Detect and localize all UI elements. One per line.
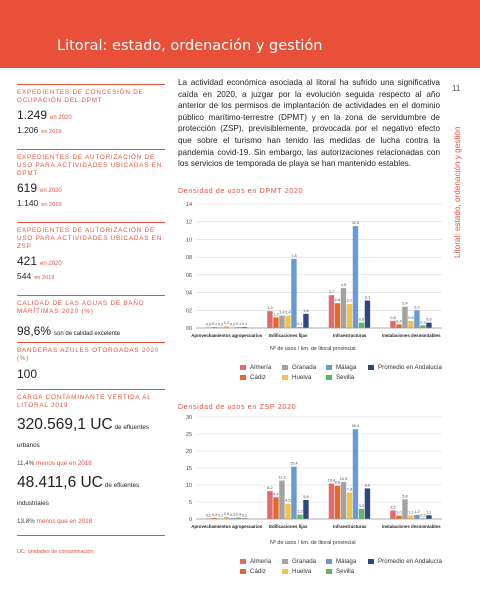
legend-label: Huelva: [292, 374, 312, 381]
bar: [402, 499, 407, 519]
legend-item: [326, 558, 356, 565]
page-header: [0, 0, 480, 68]
chart-zsp: [176, 411, 446, 539]
bar: [291, 467, 296, 519]
bar: [341, 482, 346, 519]
bar-data-label: 2,5: [390, 505, 396, 510]
bar-data-label: 8,2: [267, 486, 273, 491]
bar: [291, 259, 296, 328]
legend-item: [368, 364, 442, 371]
bar-data-label: 0,2: [241, 513, 248, 518]
legend-swatch: [240, 365, 246, 370]
y-tick-label: 10: [186, 483, 192, 489]
y-tick-label: 5: [189, 500, 192, 506]
bar: [341, 288, 346, 328]
legend-label: Promedio en Andalucía: [378, 364, 442, 371]
bar-data-label: 7,8: [291, 253, 297, 258]
page-title: Litoral: estado, ordenación y gestión: [57, 38, 323, 54]
bar-data-label: 7,8: [346, 487, 353, 492]
bar: [279, 481, 284, 519]
y-tick-label: 08: [186, 255, 192, 262]
bar-data-label: 1,6: [303, 308, 309, 313]
carga-note-box: [17, 535, 165, 558]
bar: [347, 492, 352, 519]
bar-data-label: 3,7: [328, 290, 335, 295]
bar: [353, 429, 358, 519]
bar-data-label: 0,0: [217, 322, 224, 327]
bar-data-label: 0,1: [217, 513, 224, 518]
x-category-label: Instalaciones desmontables: [381, 524, 441, 529]
y-tick-label: 10: [186, 237, 192, 244]
bar: [303, 314, 308, 328]
bar-data-label: 1,4: [279, 310, 285, 315]
bar: [426, 323, 431, 328]
legend-item: [240, 374, 266, 381]
legend-item: [240, 568, 266, 575]
bar-data-label: 15,4: [290, 461, 298, 466]
bar-data-label: 0,6: [358, 317, 365, 322]
bar: [273, 317, 278, 328]
bar-data-label: 1,9: [267, 306, 273, 311]
carga-industriales-change: 13,8% menos que en 2018: [17, 518, 93, 525]
legend-swatch: [240, 375, 246, 380]
bar: [402, 307, 407, 328]
legend-label: Huelva: [292, 568, 312, 575]
legend-label: Almería: [250, 364, 272, 371]
bar: [329, 295, 334, 328]
bar: [297, 515, 302, 519]
bar-data-label: 0,8: [390, 315, 396, 320]
legend-swatch: [282, 375, 288, 380]
bar-data-label: 9,8: [334, 480, 341, 485]
bar-data-label: 0,1: [297, 322, 303, 327]
carga-urbanos-change: 11,4% menos que en 2018: [17, 460, 92, 467]
legend-swatch: [282, 365, 288, 370]
indicator-title: EXPEDIENTES DE AUTORIZACIÓN DE USO PARA ACTIVIDADES UBICADAS EN ZSP: [17, 222, 165, 251]
y-tick-label: 25: [186, 432, 192, 438]
bar: [335, 303, 340, 328]
bar-data-label: 11,5: [351, 221, 360, 226]
bar: [408, 321, 413, 328]
bar: [390, 511, 395, 520]
y-tick-label: 04: [186, 290, 192, 297]
bar: [267, 491, 272, 519]
chart-title-dpmt: Densidad de usos en DPMT 2020: [178, 186, 304, 195]
bar-data-label: 0,8: [408, 315, 414, 320]
bar-data-label: 0,3: [229, 512, 236, 517]
carga-note: UC: unidades de contaminación.: [17, 549, 95, 555]
bar-data-label: 0,2: [420, 513, 426, 518]
legend-zsp: [240, 558, 440, 582]
bar: [285, 504, 290, 519]
y-tick-label: 06: [186, 272, 192, 279]
bar: [396, 516, 401, 519]
legend-swatch: [368, 365, 374, 370]
bar: [396, 324, 401, 328]
bar: [420, 325, 425, 328]
indicator-title: CALIDAD DE LAS AGUAS DE BAÑO MARÍTIMAS 2020 (%): [17, 295, 165, 316]
bar-data-label: 4,5: [340, 283, 347, 288]
y-tick-label: 20: [186, 449, 192, 455]
bar-data-label: 26,4: [351, 424, 360, 429]
x-category-label: Aprovechamientos agropecuarios: [191, 333, 263, 338]
y-tick-label: 14: [186, 202, 192, 208]
x-category-label: Edificaciones fijas: [269, 333, 308, 338]
bar: [414, 515, 419, 519]
indicator-autorizacion-zsp: [17, 222, 165, 281]
indicator-value: 98,6% son de calidad excelente: [17, 324, 121, 338]
bar-data-label: 1,2: [273, 312, 279, 317]
indicator-value-2020: 1.249 en 2020: [17, 108, 72, 122]
legend-label: Promedio en Andalucía: [378, 558, 442, 565]
chart-zsp-xlabel: Nº de usos / km. de litoral provincial: [270, 540, 356, 546]
y-tick-label: 02: [186, 308, 192, 315]
legend-item: [282, 568, 311, 575]
indicator-value-2019: 544 en 2019: [17, 271, 55, 281]
bar: [335, 486, 340, 519]
bar: [426, 515, 431, 519]
bar: [359, 323, 364, 328]
bar-data-label: 5,6: [303, 494, 309, 499]
chart-dpmt-xlabel: Nº de usos / km. de litoral provincial: [270, 346, 356, 352]
y-tick-label: 12: [186, 219, 192, 226]
bar-data-label: 0,2: [205, 513, 212, 518]
bar-data-label: 0,1: [241, 322, 248, 327]
indicator-autorizacion-dpmt: [17, 149, 165, 208]
legend-item: [282, 364, 316, 371]
bar: [365, 488, 370, 519]
bar: [273, 497, 278, 519]
indicator-title: CARGA CONTAMINANTE VERTIDA AL LITORAL 2019: [17, 389, 165, 410]
legend-swatch: [326, 375, 332, 380]
bar-data-label: 0,6: [426, 317, 432, 322]
indicator-title: EXPEDIENTES DE AUTORIZACIÓN DE USO PARA ACTIVIDADES UBICADAS EN DPMT: [17, 149, 165, 178]
legend-label: Cádiz: [250, 374, 266, 381]
bar-data-label: 1,3: [297, 509, 303, 514]
y-tick-label: 00: [186, 326, 192, 332]
bar: [303, 500, 308, 519]
bar-data-label: 9,0: [364, 483, 371, 488]
bar: [365, 301, 370, 328]
bar-data-label: 2,4: [402, 301, 408, 306]
legend-swatch: [240, 569, 246, 574]
bar: [414, 310, 419, 328]
bar-data-label: 1,0: [396, 510, 402, 515]
bar-data-label: 0,3: [211, 512, 218, 517]
legend-dpmt: [240, 364, 440, 388]
indicator-calidad-aguas: [17, 295, 165, 338]
bar-data-label: 0,3: [420, 320, 426, 325]
bar: [359, 509, 364, 519]
legend-swatch: [326, 569, 332, 574]
carga-urbanos-value: 320.569,1 UC de efluentes urbanos: [17, 416, 149, 449]
x-category-label: Infraestructuras: [333, 524, 367, 529]
y-tick-label: 15: [186, 466, 192, 472]
indicator-value-2020: 619 en 2020: [17, 181, 62, 195]
x-category-label: Instalaciones desmontables: [381, 333, 441, 338]
legend-label: Sevilla: [336, 568, 355, 575]
carga-industriales-value: 48.411,6 UC de efluentes industriales: [17, 474, 140, 507]
legend-label: Granada: [292, 364, 317, 371]
y-tick-label: 0: [189, 517, 192, 523]
bar-data-label: 6,4: [273, 492, 279, 497]
indicator-carga: [17, 389, 165, 558]
legend-swatch: [326, 559, 332, 564]
legend-swatch: [282, 559, 288, 564]
indicator-banderas: [17, 342, 165, 381]
bar-data-label: 0,1: [235, 322, 242, 327]
legend-label: Cádiz: [250, 568, 266, 575]
legend-item: [326, 568, 354, 575]
legend-label: Almería: [250, 558, 272, 565]
legend-item: [240, 364, 271, 371]
legend-item: [240, 558, 271, 565]
bar-data-label: 2,0: [414, 305, 420, 310]
indicator-title: EXPEDIENTES DE CONCESIÓN DE OCUPACIÓN DEL DPMT: [17, 84, 165, 105]
bar-data-label: 10,9: [339, 476, 348, 481]
chart-title-zsp: Densidad de usos en ZSP 2020: [178, 402, 297, 411]
vertical-section-title: Litoral: estado, ordenación y gestión: [453, 126, 462, 258]
indicator-value-2019: 1.140 en 2019: [17, 198, 62, 208]
page-number: 11: [452, 84, 461, 93]
bar-data-label: 0,0: [205, 322, 212, 327]
x-category-label: Aprovechamientos agropecuarios: [191, 524, 263, 529]
indicator-value: 100: [17, 367, 38, 381]
bar-data-label: 10,4: [327, 478, 336, 483]
bar-data-label: 0,1: [211, 322, 218, 327]
bar: [285, 316, 290, 328]
bar: [279, 316, 284, 328]
legend-item: [326, 374, 354, 381]
bar-data-label: 1,4: [285, 310, 291, 315]
bar-data-label: 2,7: [346, 299, 353, 304]
legend-label: Granada: [292, 558, 317, 565]
legend-swatch: [326, 365, 332, 370]
bar: [267, 311, 272, 328]
legend-item: [368, 558, 442, 565]
indicator-value-2020: 421 en 2020: [17, 254, 62, 268]
intro-paragraph: La actividad económica asociada al litoral ha sufrido una significativa caída en 2020, a juzgar por la evolución seguida respecto al año anterior de los permisos de implantación de actividades en el dominio público marítimo-terrestre (DPMT) y en la zona de servidumbre de protección (ZSP), previsiblemente, provocada por el negativo efecto que sobre el turismo han tenido las medidas de lucha contra la pandemia covid-19. Sin embargo, las autorizaciones relacionadas con los servicios de temporada de playa se han mantenido estables.: [178, 78, 440, 169]
x-category-label: Edificaciones fijas: [269, 524, 308, 529]
bar-data-label: 3,0: [358, 503, 365, 508]
bar-data-label: 0,2: [223, 321, 230, 326]
bar: [408, 515, 413, 519]
x-category-label: Infraestructuras: [333, 333, 367, 338]
legend-item: [326, 364, 356, 371]
legend-item: [282, 374, 311, 381]
bar-data-label: 0,4: [235, 512, 242, 517]
bar: [347, 304, 352, 328]
bar-data-label: 0,4: [396, 319, 402, 324]
indicator-value-2019: 1.206 en 2019: [17, 125, 62, 135]
legend-label: Málaga: [336, 558, 357, 565]
bar-data-label: 0,0: [229, 322, 236, 327]
indicator-concesion: [17, 84, 165, 135]
bar-data-label: 3,1: [364, 295, 371, 300]
bar-data-label: 2,8: [334, 298, 341, 303]
bar: [390, 321, 395, 328]
bar-data-label: 1,1: [426, 510, 432, 515]
indicator-title: BANDERAS AZULES OTORGADAS 2020 (%): [17, 342, 165, 363]
bar-data-label: 4,5: [285, 498, 291, 503]
legend-label: Sevilla: [336, 374, 355, 381]
legend-swatch: [368, 559, 374, 564]
bar-data-label: 11,3: [278, 475, 286, 480]
bar: [353, 226, 358, 328]
bar-data-label: 1,2: [414, 509, 420, 514]
legend-swatch: [282, 569, 288, 574]
chart-dpmt: [176, 196, 446, 346]
bar-data-label: 5,8: [402, 494, 408, 499]
legend-label: Málaga: [336, 364, 357, 371]
legend-item: [282, 558, 316, 565]
bar-data-label: 1,1: [408, 510, 414, 515]
bar: [329, 484, 334, 519]
legend-swatch: [240, 559, 246, 564]
bar-data-label: 0,6: [223, 511, 230, 516]
y-tick-label: 30: [186, 415, 192, 421]
